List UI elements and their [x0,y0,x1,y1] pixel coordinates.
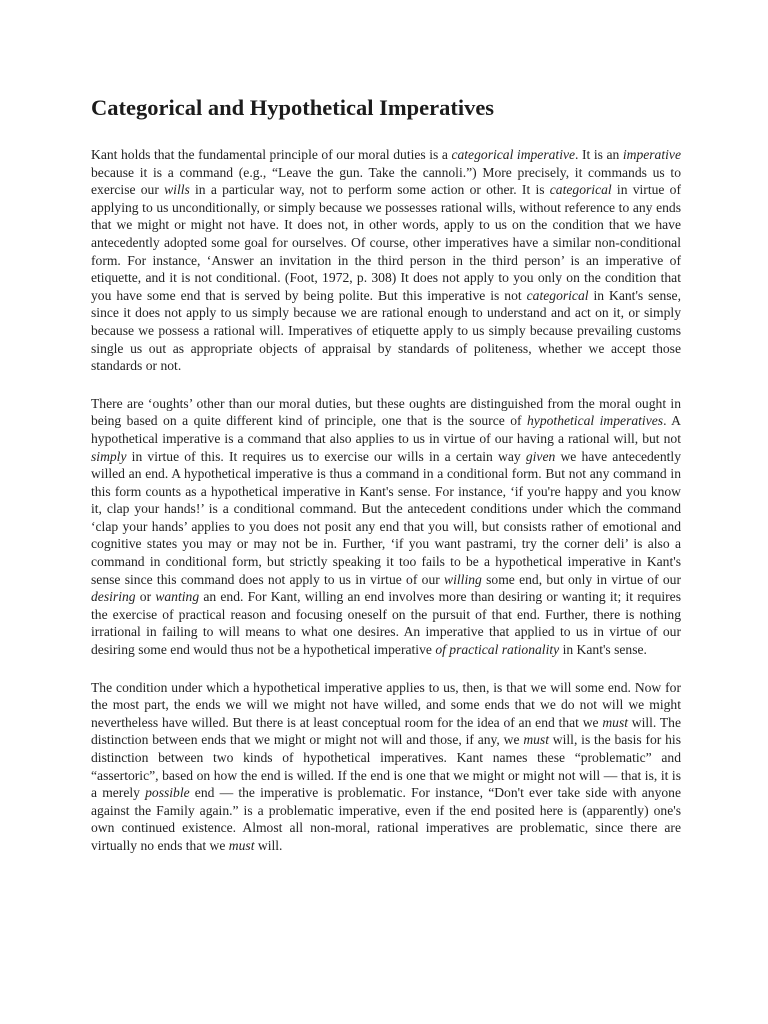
emphasized-text: of practical rationality [435,642,560,658]
paragraph-text: an end. For Kant, willing an end involves more than desiring or wanting it; it requires the exercise of practical reason and focusing oneself on the pursuit of that end. Further, there is nothing irrational in failing to will means to what one desires. An imperative that applied to us in virtue of our desiring some end would thus not be a hypothetical imperative [91,589,681,658]
paragraph-text: will. The distinction between ends that we might or might not will and those, if any, we [91,714,681,748]
emphasized-text: willing [444,571,482,587]
paragraph-text: or [135,589,156,605]
body-paragraph-2 [91,395,681,659]
paragraph-text: . It is an [575,147,623,162]
emphasized-text: simply [91,448,127,464]
emphasized-text: must [228,837,255,853]
emphasized-text: possible [145,785,190,801]
emphasized-text: given [525,448,556,464]
paragraph-text: The condition under which a hypothetical imperative applies to us, then, is that we will some end. Now for the most part, the ends we will we might not have willed, and some ends that we do not will we might nevertheless have willed. But there is at least conceptual room for the idea of an end that we [91,679,681,730]
paragraph-text: will, is the basis for his distinction between two kinds of hypothetical imperatives. Kant names these “problematic” and “assertoric”, based on how the end is willed. If the end is one that we might or might not will — that is, it is a merely [91,732,681,801]
paragraph-text: in a particular way, not to perform some action or other. It is [189,182,550,198]
paragraph-text: . A hypothetical imperative is a command that also applies to us in virtue of our having a rational will, but not [91,413,681,446]
document-title: Categorical and Hypothetical Imperatives [91,95,495,120]
paragraph-text: in virtue of applying to us unconditionally, or simply because we possesses rational wills, without reference to any ends that we might or might not have. It does not, in other words, apply to us on the condition that we have antecedently adopted some goal for ourselves. Of course, other imperatives have a similar non-conditional form. For instance, ‘Answer an invitation in the third person in the third person’ is an imperative of etiquette, and it is not conditional. (Foot, 1972, p. 308) It does not apply to you only on the condition that you have some end that is served by being polite. But this imperative is not [91,182,681,303]
emphasized-text: wills [164,182,190,198]
paragraph-text: because it is a command (e.g., “Leave the gun. Take the cannoli.”) More precisely, it commands us to exercise our [91,164,681,198]
emphasized-text: must [523,732,549,748]
emphasized-text: hypothetical imperatives [527,413,664,429]
paragraph-text: Kant holds that the fundamental principle of our moral duties is a [91,147,452,162]
paragraph-text: will. [254,837,283,853]
emphasized-text: wanting [155,589,200,605]
emphasized-text: must [602,714,629,730]
paragraph-text: in Kant's sense, since it does not apply to us simply because we are rational enough to understand and act on it, or simply because we possess a rational will. Imperatives of etiquette apply to us simply because prevailing customs single us out as appropriate objects of appraisal by standards of politeness, whether we accept those standards or not. [91,287,681,374]
body-paragraph-3 [91,679,681,855]
paragraph-text: in Kant's sense. [559,642,647,658]
emphasized-text: categorical imperative [451,147,576,162]
emphasized-text: desiring [91,589,136,605]
emphasized-text: categorical [526,287,589,303]
paragraph-text: There are ‘oughts’ other than our moral duties, but these oughts are distinguished from the moral ought in being based on a quite different kind of principle, one that is the source of [91,395,681,429]
paragraph-text: some end, but only in virtue of our [481,571,681,587]
emphasized-text: categorical [549,182,612,198]
document-body [91,146,681,855]
paragraph-text: end — the imperative is problematic. For instance, “Don't ever take side with anyone against the Family again.” is a problematic imperative, even if the end posited here is (apparently) one's own continued existence. Almost all non-moral, rational imperatives are problematic, since there are virtually no ends that we [91,785,681,853]
emphasized-text: imperative [622,147,681,162]
paragraph-text: in virtue of this. It requires us to exercise our wills in a certain way [126,448,526,464]
paragraph-text: we have antecedently willed an end. A hypothetical imperative is thus a command in a conditional form. But not any command in this form counts as a hypothetical imperative in Kant's sense. For instance, ‘if you're happy and you know it, clap your hands!’ is a conditional command. But the antecedent conditions under which the command ‘clap your hands’ applies to you does not posit any end that you will, but consists rather of emotional and cognitive states you may or may not be in. Further, ‘if you want pastrami, try the corner deli’ is also a command in conditional form, but strictly speaking it too fails to be a hypothetical imperative in Kant's sense since this command does not apply to us in virtue of our [91,448,681,587]
body-paragraph-1 [91,146,681,375]
